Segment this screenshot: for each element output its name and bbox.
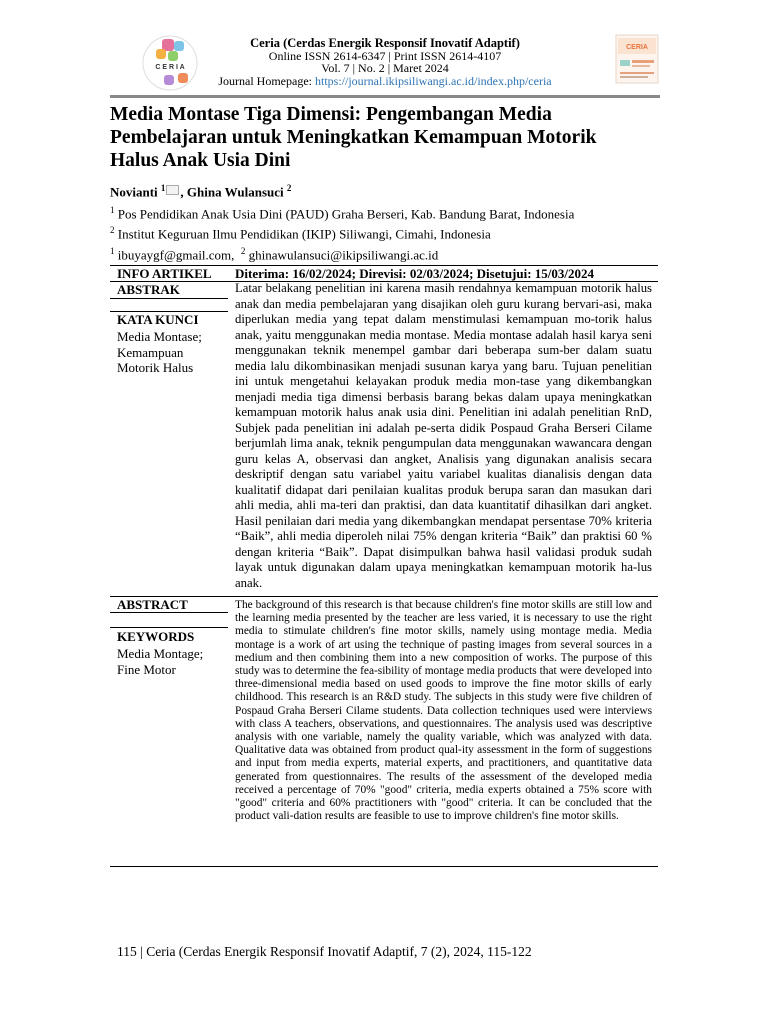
- authors: [110, 183, 291, 200]
- author-2-sup: 2: [286, 183, 292, 193]
- kata-kunci-item: Kemampuan: [117, 344, 184, 360]
- info-artikel-label: INFO ARTIKEL: [117, 266, 212, 281]
- email-1[interactable]: ibuyaygf@gmail.com,: [117, 246, 235, 262]
- email-2-sup: 2: [240, 245, 246, 256]
- kata-kunci-item: Media Montase;: [117, 329, 202, 344]
- journal-cover-icon: [614, 34, 660, 84]
- homepage-label: Journal Homepage:: [218, 73, 315, 88]
- page-footer: 115 | Ceria (Cerdas Energik Responsif Inovatif Adaptif, 7 (2), 2024, 115-122: [117, 944, 532, 959]
- abstrak-label: ABSTRAK: [117, 282, 180, 297]
- affiliation-1: [110, 202, 574, 222]
- journal-issn: Online ISSN 2614-6347 | Print ISSN 2614-4107: [268, 48, 502, 63]
- paper-title: Media Montase Tiga Dimensi: Pengembangan Media Pembelajaran untuk Meningkatkan Kemampuan Motorik Halus Anak Usia Dini: [110, 104, 597, 171]
- logo-text: C E R I A: [155, 64, 185, 71]
- author-1: Novianti: [110, 184, 158, 200]
- abstrak-label-rule: [110, 298, 228, 299]
- abstrak-text: Latar belakang penelitian ini karena masih rendahnya kemampuan motorik halus anak dan media pembelajaran yang disajikan oleh guru kurang bervari-asi, maka diperlukan media yang tepat dalam menstimulasi kemampuan mo-torik halus anak, yaitu menggunakan media montase. Media montase adalah hasil karya seni menggunakan teknik menempel gambar dari beberapa sum-ber dalam suatu media lalu dikombinasikan menjadi susunan karya yang baru. Tujuan penelitian ini untuk mengetahui kelayakan produk media mon-tase yang dikembangkan menjadi media tiga dimensi berbasis barang bekas dalam upaya meningkatkan kemampuan motorik halus anak usia dini. Penelitian ini adalah penelitian RnD, Subjek pada penelitian ini adalah pe-serta didik Pospaud Graha Berseri Cilame berjumlah lima anak, teknik pengumpulan data menggunakan wawancara dengan guru kelas A, observasi dan angket, Analisis yang digunakan analisis secara deskriptif dengan satu variabel yaitu variabel kualitas dianalisis dengan data kualitatif didapat dari penilaian kualitas produk berupa saran dan masukan dari ahli media, ahli ma-teri dan praktisi, dan data kuantitatif dihasilkan dari angket. Hasil penilaian dari media yang dikembangkan mendapat persentase 70% kriteria “Baik”, ahli media diperoleh nilai 75% dengan kriteria “Baik” dan praktisi 60 % dengan kriteria “Baik”. Dapat disimpulkan bahwa hasil validasi produk sudah layak untuk digunakan dalam upaya meningkatkan kemampuan motorik ha-lus anak.: [235, 281, 652, 590]
- kata-kunci-label: KATA KUNCI: [117, 312, 199, 327]
- keywords-label: KEYWORDS: [117, 629, 195, 644]
- journal-volume: Vol. 7 | No. 2 | Maret 2024: [321, 61, 449, 75]
- homepage-link[interactable]: https://journal.ikipsiliwangi.ac.id/index.php/ceria: [315, 73, 552, 88]
- author-2: Ghina Wulansuci: [186, 184, 284, 200]
- author-1-sup: 1: [160, 183, 166, 193]
- email-1-sup: 1: [110, 245, 115, 256]
- kata-kunci-item: Motorik Halus: [117, 360, 194, 375]
- abstract-label: ABSTRACT: [117, 597, 188, 612]
- email-icon[interactable]: [166, 185, 179, 195]
- author-separator: ,: [180, 184, 187, 200]
- table-middle-rule: [110, 596, 658, 597]
- affiliation-1-text: Pos Pendidikan Anak Usia Dini (PAUD) Graha Berseri, Kab. Bandung Barat, Indonesia: [117, 206, 575, 222]
- journal-header: [110, 28, 660, 96]
- keyword-item: Fine Motor: [117, 661, 176, 677]
- affiliations: [110, 202, 574, 263]
- journal-info: [110, 37, 660, 87]
- affiliation-1-sup: 1: [110, 205, 115, 215]
- author-emails: [110, 243, 574, 263]
- journal-name: Ceria (Cerdas Energik Responsif Inovatif Adaptif): [250, 36, 520, 50]
- header-divider: [110, 95, 660, 98]
- table-bottom-rule: [110, 866, 658, 867]
- keyword-item: Media Montage;: [117, 646, 204, 661]
- abstract-text: The background of this research is that because children's fine motor skills are still low and the learning media presented by the teacher are less varied, it is necessary to use the right media to stimulate children's fine motor skills, namely using montage media. Media montage is a work of art using the technique of pasting images from several sources in a medium and then combining them into a new composition of works. The purpose of this study was to determine the fea-sibility of montage media products that were developed into three-dimensional media based on used goods to improve the fine motor skills of early childhood. This research is an R&D study. The subjects in this study were five children of Pospaud Graha Berseri Cilame students. Data collection techniques used were interviews with class A teachers, observations, and questionnaires. The analysis used was descriptive analysis with one variable, namely the quality variable, which was analyzed with data. Qualitative data was obtained from product qual-ity assessment in the form of suggestions and input from media experts, material experts, and practitioners, and quantitative data generated from questionnaires. The results of the assessment of the developed media received a percentage of 70% "good" criteria, media experts obtained a 75% score with "good" criteria and 60% practitioners with "good" criteria. It can be concluded that the product vali-dation results are feasible to use to improve children's fine motor skills.: [235, 599, 652, 823]
- affiliation-2: [110, 222, 574, 242]
- email-2[interactable]: ghinawulansuci@ikipsiliwangi.ac.id: [248, 246, 439, 262]
- keywords-rule: [110, 627, 228, 628]
- journal-homepage: [110, 75, 660, 88]
- cover-text: CERIA: [626, 44, 648, 51]
- keywords-list: [117, 646, 227, 677]
- article-dates: Diterima: 16/02/2024; Direvisi: 02/03/2024; Disetujui: 15/03/2024: [235, 266, 595, 281]
- affiliation-2-text: Institut Keguruan Ilmu Pendidikan (IKIP) Siliwangi, Cimahi, Indonesia: [117, 226, 491, 242]
- affiliation-2-sup: 2: [110, 225, 115, 236]
- kata-kunci-list: [117, 329, 227, 376]
